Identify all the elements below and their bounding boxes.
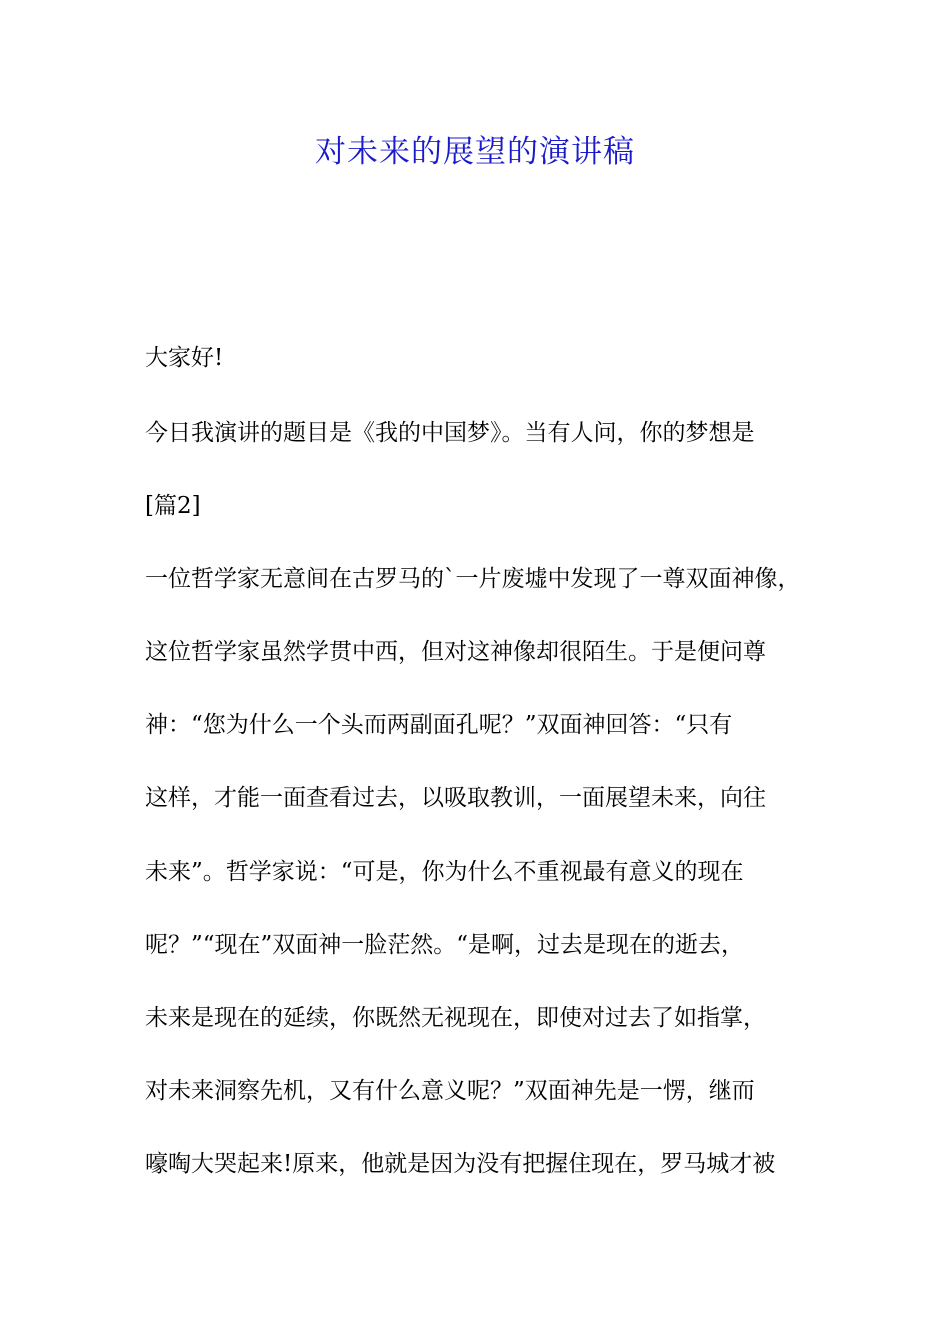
paragraph-line: 未来是现在的延续，你既然无视现在，即使对过去了如指掌， [145, 1005, 766, 1031]
paragraph-line: 一位哲学家无意间在古罗马的`一片废墟中发现了一尊双面神像， [145, 566, 801, 592]
paragraph-line: 今日我演讲的题目是《我的中国梦》。当有人问，你的梦想是 [145, 420, 755, 446]
paragraph-line: 嚎啕大哭起来!原来，他就是因为没有把握住现在，罗马城才被 [145, 1151, 776, 1177]
paragraph-line: 对未来洞察先机，又有什么意义呢？”双面神先是一愣，继而 [145, 1078, 755, 1104]
paragraph-line: 这位哲学家虽然学贯中西，但对这神像却很陌生。于是便问尊 [145, 639, 766, 665]
paragraph-line: 这样，才能一面查看过去，以吸取教训，一面展望未来，向往 [145, 785, 766, 811]
paragraph-line: 神：“您为什么一个头而两副面孔呢？”双面神回答：“只有 [145, 712, 733, 738]
document-title: 对未来的展望的演讲稿 [315, 134, 635, 170]
paragraph-line: 呢？”“现在”双面神一脸茫然。“是啊，过去是现在的逝去， [145, 932, 745, 958]
paragraph-line: 未来”。哲学家说：“可是，你为什么不重视最有意义的现在 [145, 859, 744, 885]
paragraph-line: 大家好! [145, 345, 224, 371]
section-label: [篇2] [145, 493, 201, 519]
document-body [145, 340, 825, 1182]
